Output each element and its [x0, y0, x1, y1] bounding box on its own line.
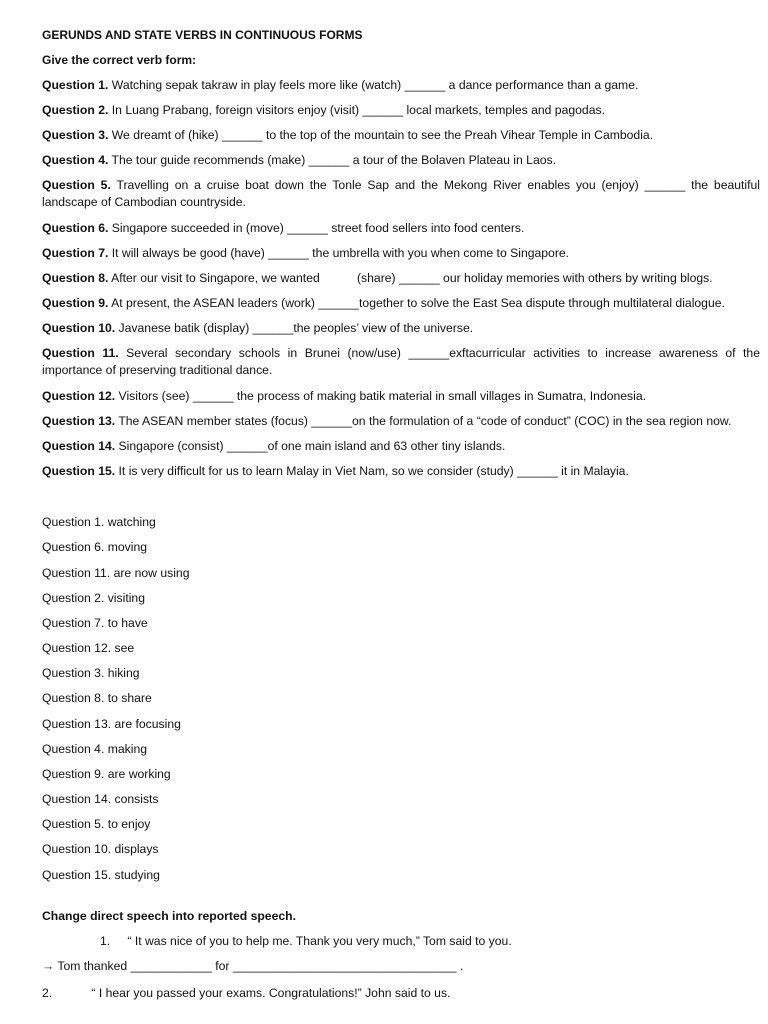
answer-item: Question 8. to share	[42, 691, 152, 705]
question-item	[42, 295, 760, 312]
page-title: GERUNDS AND STATE VERBS IN CONTINUOUS FORMS	[42, 28, 363, 42]
question-item	[42, 320, 760, 337]
item-number: 2.	[42, 986, 53, 1000]
question-label: Question 8.	[42, 271, 109, 285]
question-item	[42, 413, 760, 430]
question-label: Question 10.	[42, 321, 116, 335]
answer-item: Question 5. to enjoy	[42, 817, 151, 831]
question-label: Question 7.	[42, 246, 109, 260]
answer-item: Question 9. are working	[42, 767, 171, 781]
question-label: Question 15.	[42, 464, 116, 478]
question-text: Visitors (see) ______ the process of making batik material in small villages in Sumatra, Indonesia.	[118, 389, 647, 403]
item-text: “ I hear you passed your exams. Congratulations!” John said to us.	[91, 986, 451, 1000]
reported-answer-line: → Tom thanked ____________ for _________________________________ .	[42, 959, 464, 973]
question-label: Question 14.	[42, 439, 116, 453]
question-text: The tour guide recommends (make) ______ a tour of the Bolaven Plateau in Laos.	[111, 153, 556, 167]
question-text: Javanese batik (display) ______the peoples’ view of the universe.	[118, 321, 474, 335]
instruction-heading: Give the correct verb form:	[42, 53, 197, 67]
reported-item-1	[100, 934, 512, 948]
question-text: After our visit to Singapore, we wanted (share) ______ our holiday memories with others by writing blogs.	[111, 271, 713, 285]
answer-item: Question 12. see	[42, 641, 135, 655]
answer-item: Question 15. studying	[42, 868, 160, 882]
question-label: Question 3.	[42, 128, 109, 142]
question-item	[42, 345, 760, 379]
question-text: At present, the ASEAN leaders (work) ______together to solve the East Sea dispute through multilateral dialogue.	[111, 296, 725, 310]
answer-item: Question 7. to have	[42, 616, 148, 630]
question-label: Question 4.	[42, 153, 109, 167]
reported-item-2	[42, 986, 450, 1000]
reported-speech-heading: Change direct speech into reported speech.	[42, 909, 296, 923]
question-item	[42, 388, 760, 405]
question-label: Question 13.	[42, 414, 116, 428]
question-text: Travelling on a cruise boat down the Tonle Sap and the Mekong River enables you (enjoy) ______ the beautiful landscape of Cambodian countryside.	[42, 178, 760, 209]
question-label: Question 12.	[42, 389, 116, 403]
question-label: Question 5.	[42, 178, 111, 192]
question-text: Singapore succeeded in (move) ______ street food sellers into food centers.	[111, 221, 525, 235]
question-text: Several secondary schools in Brunei (now/use) ______exftacurricular activities to increase awareness of the importance of preserving traditional dance.	[42, 346, 760, 377]
question-text: The ASEAN member states (focus) ______on the formulation of a “code of conduct” (COC) in the sea region now.	[118, 414, 732, 428]
item-text: “ It was nice of you to help me. Thank you very much,” Tom said to you.	[127, 934, 512, 948]
question-text: In Luang Prabang, foreign visitors enjoy (visit) ______ local markets, temples and pagodas.	[111, 103, 605, 117]
question-item	[42, 270, 760, 287]
question-text: It is very difficult for us to learn Malay in Viet Nam, so we consider (study) ______ it in Malayia.	[118, 464, 629, 478]
question-label: Question 1.	[42, 78, 109, 92]
question-item	[42, 438, 760, 455]
answer-item: Question 4. making	[42, 742, 148, 756]
question-label: Question 9.	[42, 296, 109, 310]
question-label: Question 11.	[42, 346, 119, 360]
answer-item: Question 13. are focusing	[42, 717, 181, 731]
question-item	[42, 220, 760, 237]
answer-item: Question 3. hiking	[42, 666, 140, 680]
question-label: Question 6.	[42, 221, 109, 235]
answer-item: Question 14. consists	[42, 792, 159, 806]
answer-item: Question 11. are now using	[42, 566, 190, 580]
question-item	[42, 102, 760, 119]
question-text: It will always be good (have) ______ the umbrella with you when come to Singapore.	[111, 246, 570, 260]
question-text: Singapore (consist) ______of one main island and 63 other tiny islands.	[118, 439, 506, 453]
question-text: Watching sepak takraw in play feels more like (watch) ______ a dance performance than a game.	[111, 78, 639, 92]
question-item	[42, 127, 760, 144]
question-item	[42, 245, 760, 262]
question-label: Question 2.	[42, 103, 109, 117]
answer-item: Question 1. watching	[42, 515, 156, 529]
item-number: 1.	[100, 934, 111, 948]
answer-item: Question 6. moving	[42, 540, 148, 554]
question-item	[42, 152, 760, 169]
question-item	[42, 463, 760, 480]
question-item	[42, 77, 760, 94]
answer-item: Question 10. displays	[42, 842, 159, 856]
question-text: We dreamt of (hike) ______ to the top of the mountain to see the Preah Vihear Temple in Cambodia.	[111, 128, 654, 142]
answer-item: Question 2. visiting	[42, 591, 145, 605]
question-item	[42, 177, 760, 211]
